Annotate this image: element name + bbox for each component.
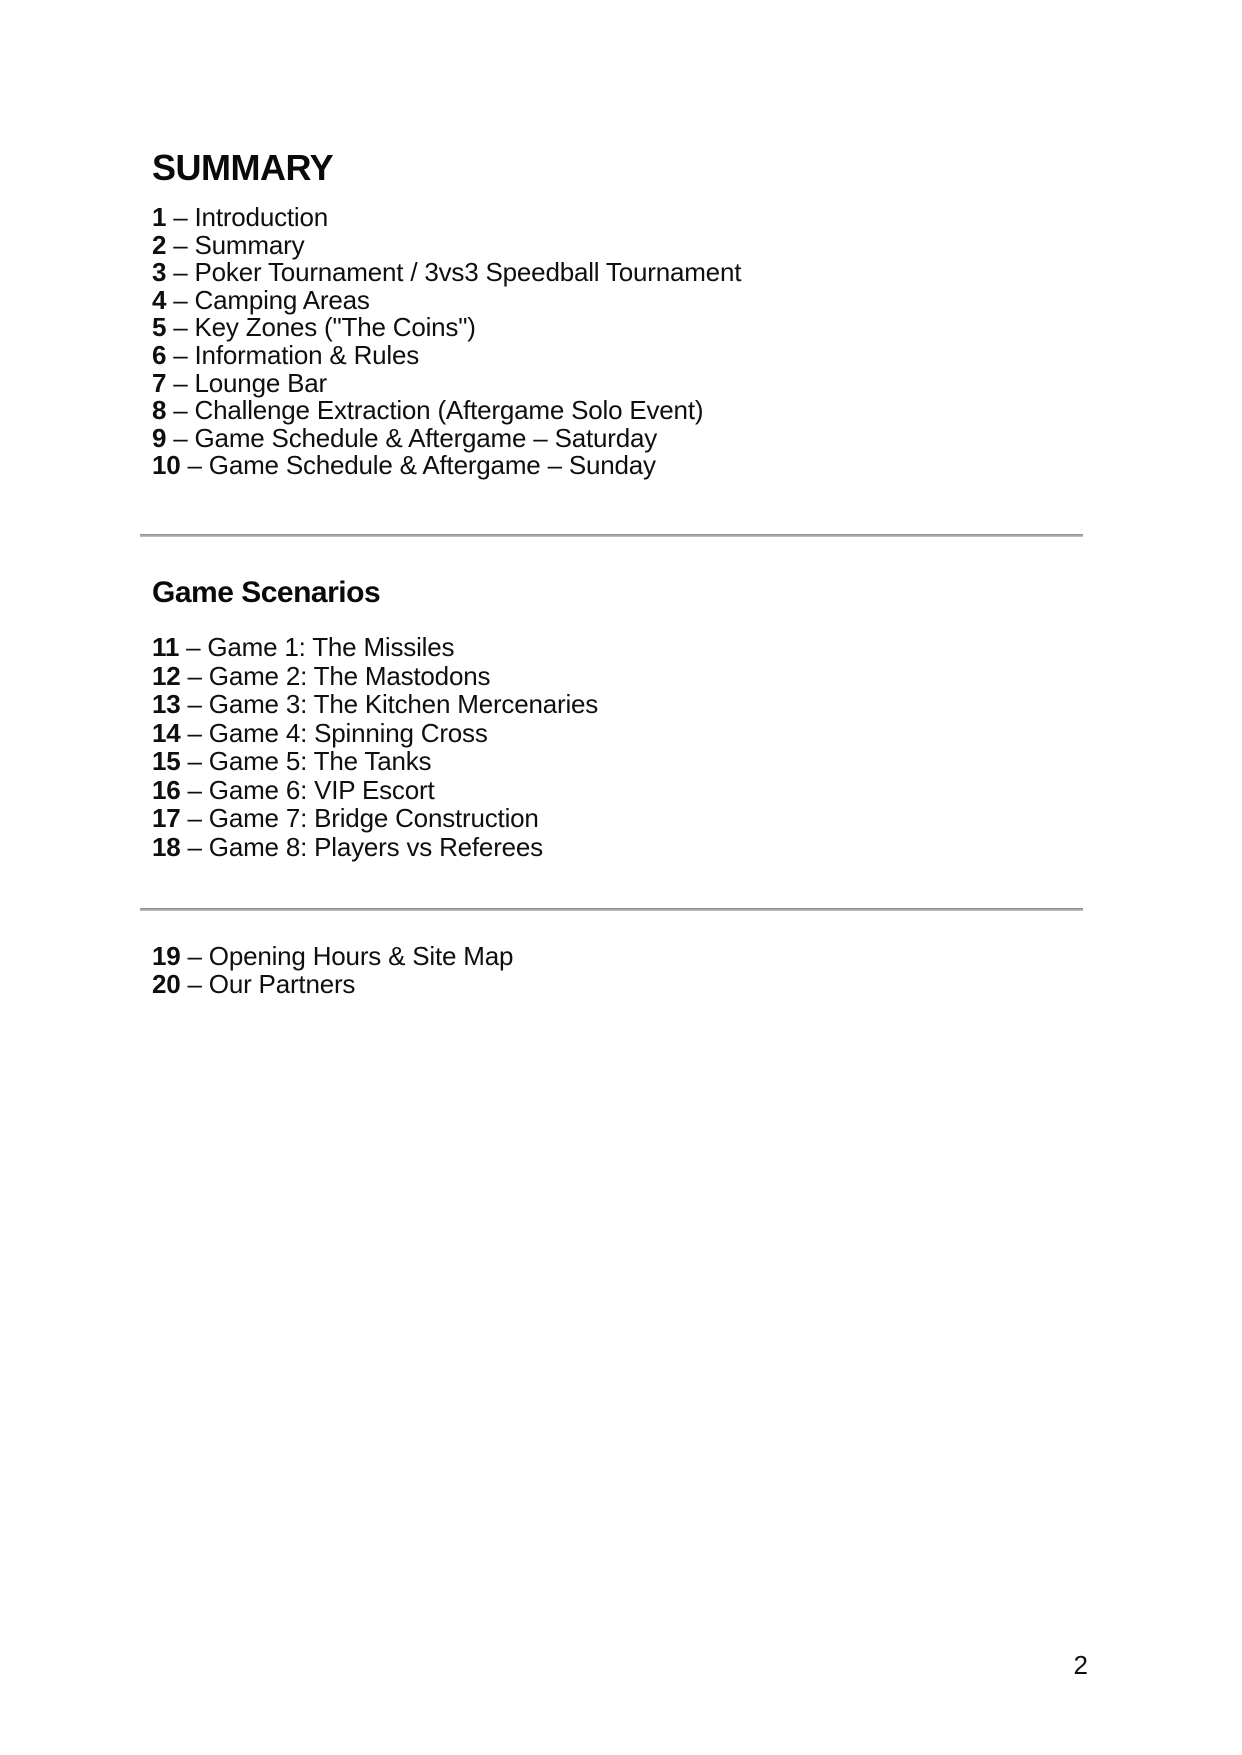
- toc-item-dash: –: [187, 746, 202, 776]
- toc-item-label: Game 4: Spinning Cross: [208, 717, 488, 748]
- summary-heading: SUMMARY: [152, 147, 334, 188]
- toc-item-dash: –: [173, 229, 188, 260]
- section-divider: [140, 534, 1083, 537]
- toc-item-dash: –: [187, 660, 202, 691]
- toc-item-label: Information & Rules: [194, 339, 420, 370]
- toc-item-dash: –: [187, 803, 202, 833]
- toc-item-dash: –: [187, 689, 202, 719]
- toc-item-dash: –: [187, 969, 202, 999]
- toc-item-dash: –: [173, 284, 188, 315]
- toc-item-number: 10: [152, 450, 181, 481]
- toc-item: [152, 204, 741, 232]
- toc-item-dash: –: [187, 450, 202, 481]
- toc-item-label: Poker Tournament / 3vs3 Speedball Tournament: [194, 257, 742, 288]
- toc-item-label: Summary: [194, 229, 305, 260]
- toc-item-number: 12: [152, 660, 181, 691]
- toc-item: [152, 422, 741, 453]
- game-scenarios-heading: Game Scenarios: [152, 576, 381, 609]
- toc-item-number: 8: [152, 395, 167, 426]
- toc-item-dash: –: [187, 941, 202, 971]
- toc-item-number: 3: [152, 257, 167, 288]
- toc-item-number: 6: [152, 339, 167, 370]
- toc-item-label: Game 5: The Tanks: [208, 746, 432, 776]
- toc-item-dash: –: [187, 831, 202, 862]
- toc-item-dash: –: [173, 367, 188, 398]
- toc-item-number: 14: [152, 717, 181, 748]
- toc-item-label: Our Partners: [208, 969, 356, 999]
- toc-item-number: 19: [152, 941, 181, 971]
- toc-item-label: Introduction: [194, 202, 328, 232]
- closing-toc-list: [152, 942, 513, 998]
- toc-item-number: 7: [152, 367, 167, 398]
- toc-item-label: Camping Areas: [194, 284, 370, 315]
- toc-item-label: Game 7: Bridge Construction: [208, 803, 539, 833]
- toc-item-dash: –: [173, 395, 188, 426]
- toc-item-number: 5: [152, 312, 167, 343]
- toc-item-number: 18: [152, 831, 181, 862]
- toc-item-number: 20: [152, 969, 181, 999]
- section-divider: [140, 908, 1083, 911]
- toc-item: [152, 259, 741, 287]
- toc-item-label: Lounge Bar: [194, 367, 327, 398]
- toc-item: [152, 633, 598, 662]
- toc-item-dash: –: [173, 339, 188, 370]
- toc-item-number: 15: [152, 746, 181, 776]
- toc-item: [152, 229, 741, 260]
- toc-item-number: 2: [152, 229, 167, 260]
- toc-item-label: Game Schedule & Aftergame – Sunday: [208, 450, 656, 481]
- toc-item-number: 17: [152, 803, 181, 833]
- toc-item: [152, 367, 741, 398]
- toc-item-label: Game 2: The Mastodons: [208, 660, 491, 691]
- toc-item-number: 11: [152, 632, 180, 662]
- toc-item-label: Key Zones ("The Coins"): [194, 312, 476, 343]
- toc-item: [152, 833, 598, 862]
- toc-item-dash: –: [187, 717, 202, 748]
- toc-item: [152, 804, 598, 833]
- toc-item: [152, 942, 513, 970]
- toc-item-dash: –: [173, 202, 188, 232]
- toc-item-label: Game 3: The Kitchen Mercenaries: [208, 689, 599, 719]
- toc-item: [152, 339, 741, 370]
- toc-item-number: 1: [152, 202, 167, 232]
- toc-item: [152, 690, 598, 719]
- toc-item-number: 9: [152, 422, 167, 453]
- toc-item: [152, 970, 513, 998]
- summary-toc-list: [152, 204, 741, 480]
- toc-item-label: Game 8: Players vs Referees: [208, 831, 543, 862]
- toc-item: [152, 662, 598, 691]
- toc-item-number: 16: [152, 774, 181, 805]
- toc-item-number: 4: [152, 284, 167, 315]
- game-scenarios-toc-list: [152, 633, 598, 861]
- toc-item-dash: –: [187, 774, 202, 805]
- toc-item-label: Game Schedule & Aftergame – Saturday: [194, 422, 658, 453]
- toc-item-number: 13: [152, 689, 181, 719]
- toc-item: [152, 452, 741, 480]
- page-number: 2: [1073, 1650, 1088, 1680]
- toc-item-dash: –: [186, 632, 201, 662]
- toc-item-label: Game 6: VIP Escort: [208, 774, 435, 805]
- toc-item-label: Challenge Extraction (Aftergame Solo Event): [194, 395, 704, 426]
- toc-item: [152, 776, 598, 805]
- toc-item-label: Opening Hours & Site Map: [208, 941, 514, 971]
- toc-item: [152, 719, 598, 748]
- toc-item-dash: –: [173, 422, 188, 453]
- toc-item: [152, 284, 741, 315]
- toc-item-dash: –: [173, 257, 188, 288]
- toc-item: [152, 314, 741, 342]
- toc-item: [152, 397, 741, 425]
- toc-item-label: Game 1: The Missiles: [207, 632, 455, 662]
- toc-item: [152, 747, 598, 776]
- toc-item-dash: –: [173, 312, 188, 343]
